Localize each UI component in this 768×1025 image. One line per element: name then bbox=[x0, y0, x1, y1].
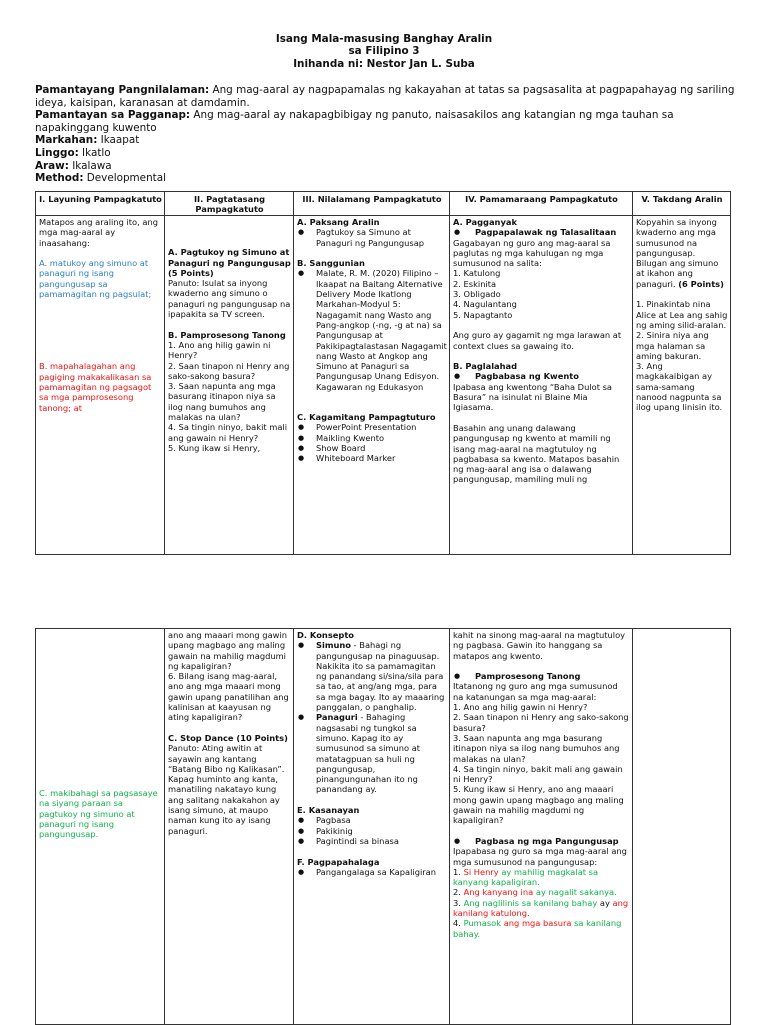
material-item: ● Whiteboard Marker bbox=[297, 453, 447, 463]
simuno-highlight: ang kanilang katulong bbox=[453, 897, 629, 919]
content-cell-continued bbox=[294, 629, 450, 1025]
procedure-b-text-continued: kahit na sinong mag-aaral na magtutuloy ng pagbasa. Gawin ito hanggang sa matapos ang kwento. bbox=[453, 630, 626, 661]
document-header bbox=[0, 33, 768, 70]
content-a-title: A. Paksang Aralin bbox=[297, 217, 380, 227]
quarter-line: Markahan: Ikaapat bbox=[35, 134, 140, 147]
assignment-item: 2. Sinira niya ang mga halaman sa aming bakuran. bbox=[636, 330, 709, 361]
skill-item: ● Pagbasa bbox=[297, 815, 447, 825]
assignment-cell bbox=[633, 216, 731, 555]
processing-question-4: 4. Sa tingin ninyo, bakit mali ang gawain ni Henry? bbox=[168, 422, 288, 443]
procedure-question: 1. Ano ang hilig gawin ni Henry? bbox=[453, 702, 588, 713]
concept-simuno: ● Simuno - Bahagi ng pangungusap na pinaguusap. Nakikita ito sa pamamagitan ng panandang si/sina/sila para sa tao, at ang/ang mga, para sa mga bagay. Ito ay maaaring panggalan, o panghalip. bbox=[297, 640, 447, 712]
assessment-b-title: B. Pamprosesong Tanong bbox=[168, 329, 286, 340]
method-line: Method: Developmental bbox=[35, 172, 166, 185]
processing-question-5: 5. Kung ikaw si Henry, bbox=[168, 442, 261, 453]
column-header-content: III. Nilalamang Pampagkatuto bbox=[294, 192, 450, 216]
assignment-cell-continued bbox=[633, 629, 731, 1025]
content-cell bbox=[294, 216, 450, 555]
simuno-highlight: Ang kanyang ina bbox=[463, 887, 534, 898]
column-header-objectives: I. Layuning Pampagkatuto bbox=[36, 192, 165, 216]
document-title: Isang Mala-masusing Banghay Aralin bbox=[275, 33, 493, 45]
assessment-a-text: Panuto: Isulat sa inyong kwaderno ang simuno o panaguri ng pangungusap na ipapakita sa TV screen. bbox=[168, 278, 291, 320]
panaguri-highlight: Pumasok bbox=[463, 918, 502, 929]
panaguri-highlight: ay nagalit sakanya. bbox=[533, 887, 617, 898]
processing-question-6: 6. Bilang isang mag-aaral, ano ang mga maaari mong gawin upang panatilihan ang kalinisan at kaayusan ng ating kapaligiran? bbox=[168, 671, 289, 723]
content-standard: Pamantayang Pangnilalaman: Ang mag-aaral ay nagpapamalas ng kakayahan at tatas sa pagsasalita at pagpapahayag ng sariling ideya, kaisipan, karanasan at damdamin. bbox=[35, 84, 735, 109]
procedure-cell-continued bbox=[450, 629, 633, 1025]
processing-question-3: 3. Saan napunta ang mga basurang itinapon niya sa ilog nang bumuhos ang malakas na ulan? bbox=[168, 381, 276, 423]
content-a-item: ● Pagtukoy sa Simuno at Panaguri ng Pangungusap bbox=[297, 227, 447, 248]
skill-item: ● Pagintindi sa binasa bbox=[297, 836, 447, 846]
material-item: ● Show Board bbox=[297, 443, 447, 453]
objectives-intro: Matapos ang araling ito, ang mga mag-aaral ay inaasahang: bbox=[39, 217, 159, 248]
content-b-title: B. Sanggunian bbox=[297, 258, 365, 269]
assessment-c-title: C. Stop Dance (10 Points) bbox=[168, 732, 288, 743]
example-sentence-1: 1. Si Henry ay mahilig magkalat sa kanyang kapaligiran. bbox=[453, 866, 599, 888]
concept-panaguri: ● Panaguri - Bahaging nagsasabi ng tungkol sa simuno. Kapag ito ay sumusunod sa simuno at matatagpuan sa huli ng pangungusap, pinangungunahan ito ng panandang ay. bbox=[297, 712, 447, 794]
procedure-question: 5. Kung ikaw si Henry, ano ang maaari mong gawin upang magbago ang maling gawain na mahilig magdumi ng kapaligiran? bbox=[453, 784, 624, 826]
lesson-plan-table-page-2 bbox=[35, 628, 731, 1025]
procedure-b-title: B. Paglalahad bbox=[453, 361, 518, 372]
processing-question-5-continued: ano ang maaari mong gawin upang magbago ang maling gawain na mahilig magdumi ng kapaligiran? bbox=[168, 630, 288, 671]
processing-questions-text: Itatanong ng guro ang mga sumusunod na katanungan sa mga mag-aaral: bbox=[453, 681, 618, 702]
assessment-a-title: A. Pagtukoy ng Simuno at Panaguri ng Pangungusap (5 Points) bbox=[168, 247, 291, 278]
example-sentence-2: 2. Ang kanyang ina ay nagalit sakanya. bbox=[453, 887, 617, 898]
vocab-word: 1. Katulong bbox=[453, 268, 501, 279]
lesson-plan-table-page-1 bbox=[35, 191, 731, 555]
procedure-question: 3. Saan napunta ang mga basurang itinapon niya sa ilog nang bumuhos ang malakas na ulan? bbox=[453, 732, 620, 764]
procedure-a-after: Ang guro ay gagamit ng mga larawan at context clues sa gawaing ito. bbox=[453, 330, 622, 351]
processing-question-2: 2. Saan tinapon ni Henry ang sako-sakong basura? bbox=[168, 360, 290, 381]
procedure-a-text: Gagabayan ng guro ang mag-aaral sa paglutas ng mga kahulugan ng mga sumusunod na salita: bbox=[453, 237, 611, 269]
objectives-cell-continued bbox=[36, 629, 165, 1025]
assignment-item: 1. Pinakintab nina Alice at Lea ang sahig ng aming silid-aralan. bbox=[636, 299, 728, 330]
vocab-word: 2. Eskinita bbox=[453, 278, 497, 289]
procedure-a-title: A. Pagganyak bbox=[453, 217, 517, 227]
panaguri-highlight: ay mahilig magkalat sa kanyang kapaligiran. bbox=[453, 866, 599, 888]
objective-b: B. mapahalagahan ang pagiging makakalikasan sa pamamagitan ng pagsagot sa mga pamprosesong tanong; at bbox=[39, 361, 152, 413]
assessment-c-text: Panuto: Ating awitin at sayawin ang kantang “Batang Bibo ng Kalikasan”. Kapag huminto ang kanta, manatiling nakatayo kung ang salitang nakakahon ay isang simuno, at maupo naman kung ito ay isang panaguri. bbox=[168, 743, 285, 836]
column-header-assessment: II. Pagtatasang Pampagkatuto bbox=[165, 192, 294, 216]
standards-block bbox=[35, 84, 735, 185]
column-header-assignment: V. Takdang Aralin bbox=[633, 192, 731, 216]
processing-questions-title: ● Pamprosesong Tanong bbox=[453, 671, 630, 681]
sentence-reading-title: ● Pagbasa ng mga Pangungusap bbox=[453, 836, 630, 846]
assignment-text: Kopyahin sa inyong kwaderno ang mga sumusunod na pangungusap. Bilugan ang simuno at ikahon ang panaguri. (6 Points) bbox=[636, 217, 724, 289]
example-sentence-3: 3. Ang naglilinis sa kanilang bahay ay ang kanilang katulong. bbox=[453, 897, 629, 919]
document-author: Inihanda ni: Nestor Jan L. Suba bbox=[293, 57, 475, 70]
panaguri-highlight: Ang naglilinis sa kanilang bahay bbox=[463, 897, 598, 908]
column-header-procedure: IV. Pamamaraang Pampagkatuto bbox=[450, 192, 633, 216]
material-item: ● Maikling Kwento bbox=[297, 433, 447, 443]
example-sentence-4: 4. Pumasok ang mga basura sa kanilang bahay. bbox=[453, 918, 622, 939]
procedure-b-text-2: Basahin ang unang dalawang pangungusap ng kwento at mamili ng isang mag-aaral na magtutuloy ng pagbabasa sa kwento. Matapos basahin ng mag-aaral ang isa o dalawang pangungusap, mamiling muli ng bbox=[453, 422, 620, 485]
day-line: Araw: Ikalawa bbox=[35, 159, 112, 172]
week-line: Linggo: Ikatlo bbox=[35, 146, 111, 159]
vocab-word: 5. Napagtanto bbox=[453, 309, 513, 320]
assignment-item: 3. Ang magkakaibigan ay sama-samang nanood nagpunta sa ilog upang linisin ito. bbox=[636, 361, 723, 413]
content-e-title: E. Kasanayan bbox=[297, 805, 360, 816]
skill-item: ● Pakikinig bbox=[297, 826, 447, 836]
procedure-cell bbox=[450, 216, 633, 555]
content-f-title: F. Pagpapahalaga bbox=[297, 856, 380, 867]
content-c-title: C. Kagamitang Pampagtuturo bbox=[297, 412, 436, 423]
procedure-b-text-1: Ipabasa ang kwentong “Baha Dulot sa Basura” na isinulat ni Blaine Mia Igiasama. bbox=[453, 381, 613, 413]
processing-question-1: 1. Ano ang hilig gawin ni Henry? bbox=[168, 339, 271, 361]
performance-standard: Pamantayan sa Pagganap: Ang mag-aaral ay nakapagbibigay ng panuto, naisasakilos ang katangian ng mga tauhan sa napakinggang kuwento bbox=[35, 109, 674, 134]
objective-c: C. makibahagi sa pagsasaye na siyang paraan sa pagtukoy ng simuno at panaguri ng isang pangungusap. bbox=[39, 788, 158, 840]
procedure-a-subtitle: ● Pagpapalawak ng Talasalitaan bbox=[453, 227, 630, 237]
simuno-highlight: Si Henry bbox=[463, 866, 499, 877]
vocab-word: 3. Obligado bbox=[453, 289, 501, 300]
sentence-reading-text: Ipapabasa ng guro sa mga mag-aaral ang mga sumusunod na pangungusap: bbox=[453, 846, 627, 867]
vocab-word: 4. Nagulantang bbox=[453, 299, 517, 310]
objectives-cell bbox=[36, 216, 165, 555]
procedure-question: 4. Sa tingin ninyo, bakit mali ang gawain ni Henry? bbox=[453, 763, 623, 785]
document-subject: sa Filipino 3 bbox=[348, 45, 420, 58]
assessment-cell bbox=[165, 216, 294, 555]
content-b-reference: ● Malate, R. M. (2020) Filipino –Ikaapat na Baitang Alternative Delivery Mode Ikatlong Markahan-Modyul 5: Nagagamit nang Wasto ang Pang-angkop (-ng, -g at na) sa Pangungusap at Pakikipagtalastasan Nagagamit nang Wasto at Angkop ang Simuno at Panaguri sa Pangungusap Unang Edisyon. Kagawaran ng Edukasyon bbox=[297, 268, 447, 392]
material-item: ● PowerPoint Presentation bbox=[297, 422, 447, 432]
procedure-b-subtitle: ● Pagbabasa ng Kwento bbox=[453, 371, 630, 381]
objective-a: A. matukoy ang simuno at panaguri ng isang pangungusap sa pamamagitan ng pagsulat; bbox=[39, 258, 152, 300]
simuno-highlight: ang mga basura bbox=[501, 918, 572, 929]
value-item: ● Pangangalaga sa Kapaligiran bbox=[297, 867, 447, 877]
assessment-cell-continued bbox=[165, 629, 294, 1025]
procedure-question: 2. Saan tinapon ni Henry ang sako-sakong basura? bbox=[453, 712, 629, 733]
content-d-title: D. Konsepto bbox=[297, 630, 354, 640]
